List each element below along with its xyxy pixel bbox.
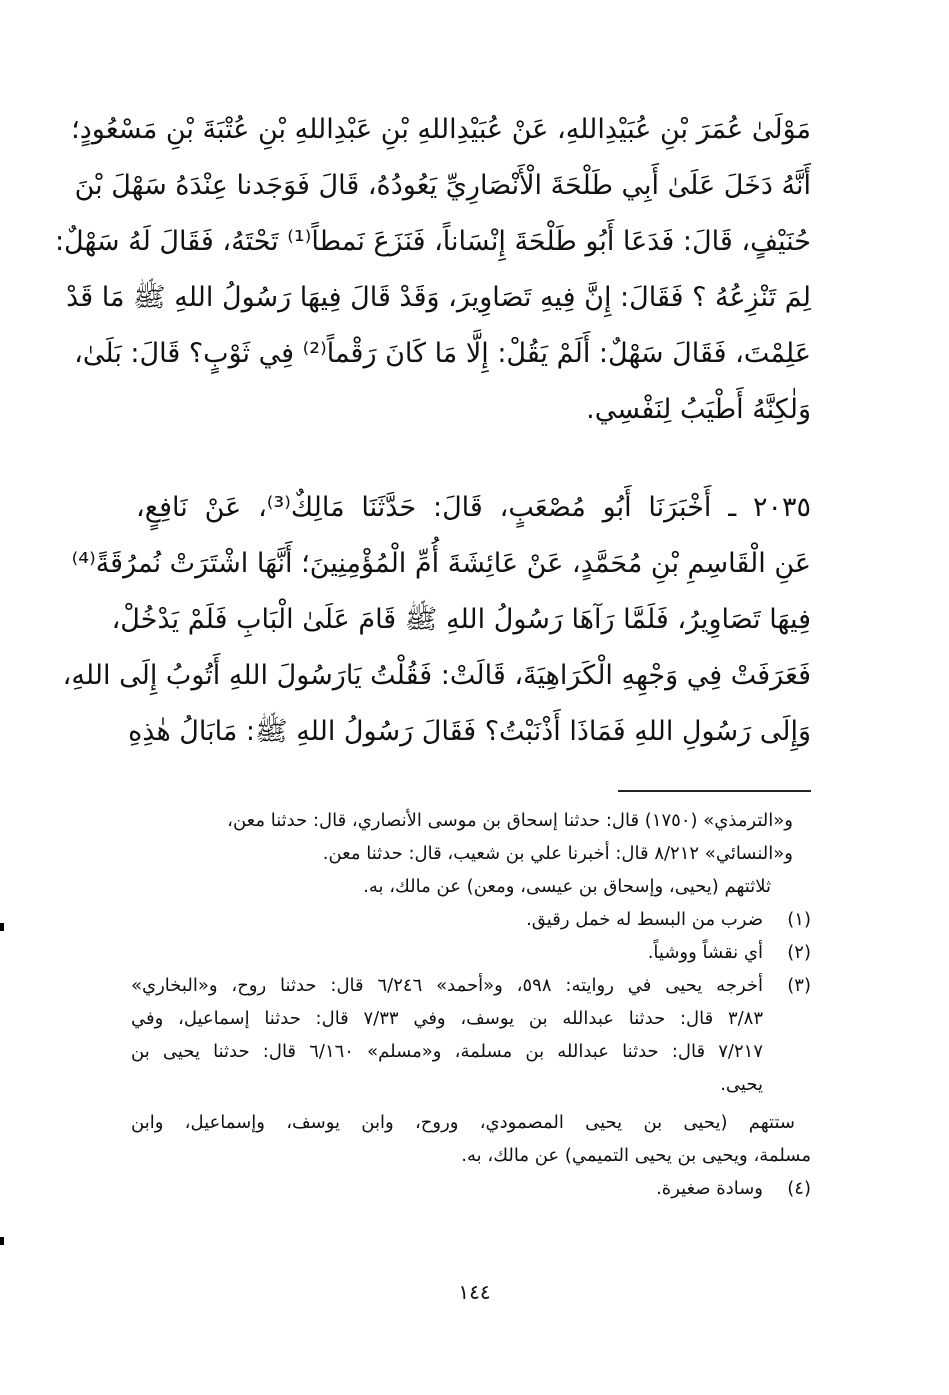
- footnote-line: أي نقشاً ووشياً.: [647, 942, 763, 963]
- footnote-1: [131, 903, 811, 936]
- text-line: مَوْلَىٰ عُمَرَ بْنِ عُبَيْدِاللهِ، عَنْ عُبَيْدِاللهِ بْنِ عَبْدِاللهِ بْنِ عُتْبَةَ بْنِ مَسْعُودٍ؛: [71, 114, 811, 145]
- footnote-3-summary: [131, 1106, 811, 1172]
- footnote-line: أخرجه يحيى في روايته: ٥٩٨، و«أحمد» ٦/٢٤٦ قال: حدثنا روح، و«البخاري»: [131, 975, 764, 996]
- footnote-2: [131, 936, 811, 969]
- margin-mark: [0, 1237, 4, 1245]
- footnote-line: و«الترمذي» (١٧٥٠) قال: حدثنا إسحاق بن موسى الأنصاري، قال: حدثنا معن،: [227, 810, 793, 831]
- page-number: ١٤٤: [458, 1280, 491, 1304]
- footnote-3: [131, 969, 811, 1101]
- footnote-number: (٤): [787, 1178, 811, 1199]
- footnote-line: ستتهم (يحيى بن يحيى المصمودي، وروح، وابن يوسف، وإسماعيل، وابن: [131, 1112, 795, 1133]
- footnote-line: وسادة صغيرة.: [656, 1178, 763, 1199]
- footnote-continuation: [131, 804, 811, 903]
- footnote-line: مسلمة، ويحيى بن يحيى التميمي) عن مالك، به.: [461, 1145, 811, 1166]
- text-line: فَعَرَفَتْ فِي وَجْهِهِ الْكَرَاهِيَةَ، قَالَتْ: فَقُلْتُ يَارَسُولَ اللهِ أَتُوبُ إِلَى اللهِ،: [62, 660, 811, 691]
- text-line: أَنَّهُ دَخَلَ عَلَىٰ أَبِي طَلْحَةَ الْأَنْصَارِيِّ يَعُودُهُ، قَالَ فَوَجَدنا عِنْدَهُ سَهْلَ بْنَ: [74, 170, 811, 201]
- text-line: وَإِلَى رَسُولِ اللهِ فَمَاذَا أَذْنَبْتُ؟ فَقَالَ رَسُولُ اللهِ ﷺ: مَابَالُ هٰذِهِ: [128, 716, 811, 747]
- hadith-paragraph-continuation: [54, 102, 811, 438]
- footnote-line: ٧/٢١٧ قال: حدثنا عبدالله بن مسلمة، و«مسلم» ٦/١٦٠ قال: حدثنا يحيى بن: [131, 1041, 763, 1062]
- footnote-line: ضرب من البسط له خمل رقيق.: [526, 909, 763, 930]
- text-line: حُنَيْفٍ، قَالَ: فَدَعَا أَبُو طَلْحَةَ إِنْسَاناً، فَنَزَعَ نَمطاً⁽¹⁾ تَحْتَهُ، فَقَالَ لَهُ سَهْلٌ:: [54, 226, 811, 257]
- footnote-line: ثلاثتهم (يحيى، وإسحاق بن عيسى، ومعن) عن مالك، به.: [363, 876, 771, 897]
- footnote-separator: [618, 790, 811, 792]
- text-line: ٢٠٣٥ ـ أَخْبَرَنَا أَبُو مُصْعَبٍ، قَالَ: حَدَّثَنَا مَالِكٌ⁽³⁾، عَنْ نَافِعٍ،: [136, 492, 811, 523]
- footnote-number: (١): [787, 909, 811, 930]
- footnote-number: (٢): [787, 942, 811, 963]
- text-line: فِيهَا تَصَاوِيرُ، فَلَمَّا رَآهَا رَسُولُ اللهِ ﷺ قَامَ عَلَىٰ الْبَابِ فَلَمْ يَدْخُلْ،: [111, 604, 811, 635]
- text-line: عَلِمْتَ، فَقَالَ سَهْلٌ: أَلَمْ يَقُلْ: إِلَّا مَا كَانَ رَقْماً⁽²⁾ فِي ثَوْبٍ؟ قَالَ: بَلَىٰ،: [74, 338, 811, 369]
- footnote-4: [131, 1172, 811, 1205]
- margin-mark: [0, 923, 4, 931]
- footnotes: [131, 804, 811, 1205]
- footnote-line: يحيى.: [720, 1074, 763, 1095]
- footnote-number: (٣): [787, 975, 811, 996]
- text-line: عَنِ الْقَاسِمِ بْنِ مُحَمَّدٍ، عَنْ عَائِشَةَ أُمِّ الْمُؤْمِنِينَ؛ أَنَّهَا اشْتَرَتْ نُمرُقَةً⁽⁴⁾: [71, 548, 811, 579]
- text-line: وَلٰكِنَّهُ أَطْيَبُ لِنَفْسِي.: [586, 394, 811, 425]
- footnote-line: و«النسائي» ٨/٢١٢ قال: أخبرنا علي بن شعيب، قال: حدثنا معن.: [322, 843, 793, 864]
- hadith-paragraph-2035: [62, 480, 811, 760]
- footnote-line: ٣/٨٣ قال: حدثنا عبدالله بن يوسف، وفي ٧/٣٣ قال: حدثنا إسماعيل، وفي: [131, 1008, 764, 1029]
- text-line: لِمَ تَنْزِعُهُ ؟ فَقَالَ: إِنَّ فِيهِ تَصَاوِيرَ، وَقَدْ قَالَ فِيهَا رَسُولُ اللهِ ﷺ مَا قَدْ: [66, 282, 811, 313]
